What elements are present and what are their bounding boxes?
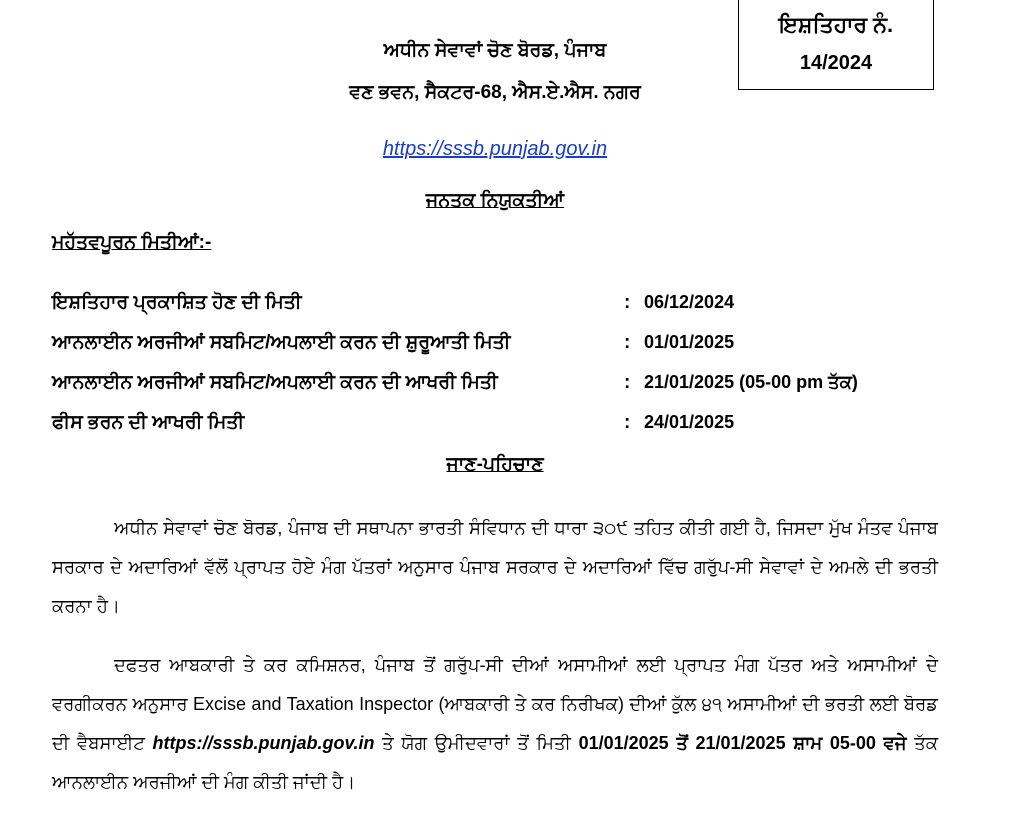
date-row: [52, 412, 952, 442]
introduction-heading: ਜਾਣ-ਪਹਿਚਾਣ: [446, 454, 544, 475]
advertisement-label: ਇਸ਼ਤਿਹਾਰ ਨੰ.: [778, 12, 894, 37]
date-label: ਆਨਲਾਈਨ ਅਰਜੀਆਂ ਸਬਮਿਟ/ਅਪਲਾਈ ਕਰਨ ਦੀ ਸ਼ੁਰੂਆਤੀ ਮਿਤੀ: [52, 332, 511, 353]
date-separator: :: [624, 372, 631, 393]
paragraph-text: ਦਫਤਰ ਆਬਕਾਰੀ ਤੇ ਕਰ ਕਮਿਸ਼ਨਰ, ਪੰਜਾਬ ਤੋਂ ਗਰੁੱਪ-ਸੀ ਦੀਆਂ ਅਸਾਮੀਆਂ ਲਈ ਪ੍ਰਾਪਤ ਮੰਗ ਪੱਤਰ ਅਤੇ ਅਸਾਮੀਆਂ ਦੇ ਵਰਗੀਕਰਨ ਅਨੁਸਾਰ Excise and Taxation Inspector (ਆਬਕਾਰੀ ਤੇ ਕਰ ਨਿਰੀਖਕ) ਦੀਆਂ ਕੁੱਲ ੪੧ ਅਸਾਮੀਆਂ ਦੀ ਭਰਤੀ ਲਈ ਬੋਰਡ ਦੀ ਵੈਬਸਾਈਟ: [52, 655, 938, 753]
date-value: 24/01/2025: [644, 412, 735, 432]
paragraph-text: ਤੇ ਯੋਗ ਉਮੀਦਵਾਰਾਂ ਤੋਂ ਮਿਤੀ: [374, 733, 579, 753]
date-value: 01/01/2025: [644, 332, 735, 352]
application-date-range: 01/01/2025 ਤੋਂ 21/01/2025 ਸ਼ਾਮ 05-00 ਵਜੇ: [578, 733, 907, 753]
date-separator: :: [624, 412, 631, 433]
introduction-paragraph-2: [52, 646, 938, 802]
date-value: 21/01/2025 (05-00 pm ਤੱਕ): [644, 372, 858, 392]
advertisement-number: 14/2024: [799, 52, 873, 74]
board-name: ਅਧੀਨ ਸੇਵਾਵਾਂ ਚੋਣ ਬੋਰਡ, ਪੰਜਾਬ: [383, 40, 607, 61]
paragraph-text: ਤੱਕ ਆਨਲਾਈਨ ਅਰਜੀਆਂ ਦੀ ਮੰਗ ਕੀਤੀ ਜਾਂਦੀ ਹੈ।: [52, 733, 938, 792]
date-label: ਇਸ਼ਤਿਹਾਰ ਪ੍ਰਕਾਸ਼ਿਤ ਹੋਣ ਦੀ ਮਿਤੀ: [52, 292, 302, 313]
date-label: ਆਨਲਾਈਨ ਅਰਜੀਆਂ ਸਬਮਿਟ/ਅਪਲਾਈ ਕਰਨ ਦੀ ਆਖਰੀ ਮਿਤੀ: [52, 372, 498, 393]
website-link[interactable]: https://sssb.punjab.gov.in: [382, 138, 608, 160]
notice-title: ਜਨਤਕ ਨਿਯੁਕਤੀਆਂ: [425, 190, 565, 211]
introduction-paragraph-1: ਅਧੀਨ ਸੇਵਾਵਾਂ ਚੋਣ ਬੋਰਡ, ਪੰਜਾਬ ਦੀ ਸਥਾਪਨਾ ਭਾਰਤੀ ਸੰਵਿਧਾਨ ਦੀ ਧਾਰਾ ੩੦੯ ਤਹਿਤ ਕੀਤੀ ਗਈ ਹੈ, ਜਿਸਦਾ ਮੁੱਖ ਮੰਤਵ ਪੰਜਾਬ ਸਰਕਾਰ ਦੇ ਅਦਾਰਿਆਂ ਵੱਲੋਂ ਪ੍ਰਾਪਤ ਹੋਏ ਮੰਗ ਪੱਤਰਾਂ ਅਨੁਸਾਰ ਪੰਜਾਬ ਸਰਕਾਰ ਦੇ ਅਦਾਰਿਆਂ ਵਿੱਚ ਗਰੁੱਪ-ਸੀ ਸੇਵਾਵਾਂ ਦੇ ਅਮਲੇ ਦੀ ਭਰਤੀ ਕਰਨਾ ਹੈ।: [52, 518, 938, 616]
date-label: ਫੀਸ ਭਰਨ ਦੀ ਆਖਰੀ ਮਿਤੀ: [52, 412, 245, 433]
date-row: [52, 332, 952, 362]
date-separator: :: [624, 332, 631, 353]
date-row: [52, 292, 952, 322]
date-value: 06/12/2024: [644, 292, 735, 312]
date-separator: :: [624, 292, 631, 313]
important-dates-heading: ਮਹੱਤਵਪੂਰਨ ਮਿਤੀਆਂ:-: [52, 232, 212, 253]
date-row: [52, 372, 952, 402]
website-link-inline[interactable]: https://sssb.punjab.gov.in: [152, 733, 375, 753]
board-address: ਵਣ ਭਵਨ, ਸੈਕਟਰ-68, ਐਸ.ਏ.ਐਸ. ਨਗਰ: [349, 82, 641, 103]
